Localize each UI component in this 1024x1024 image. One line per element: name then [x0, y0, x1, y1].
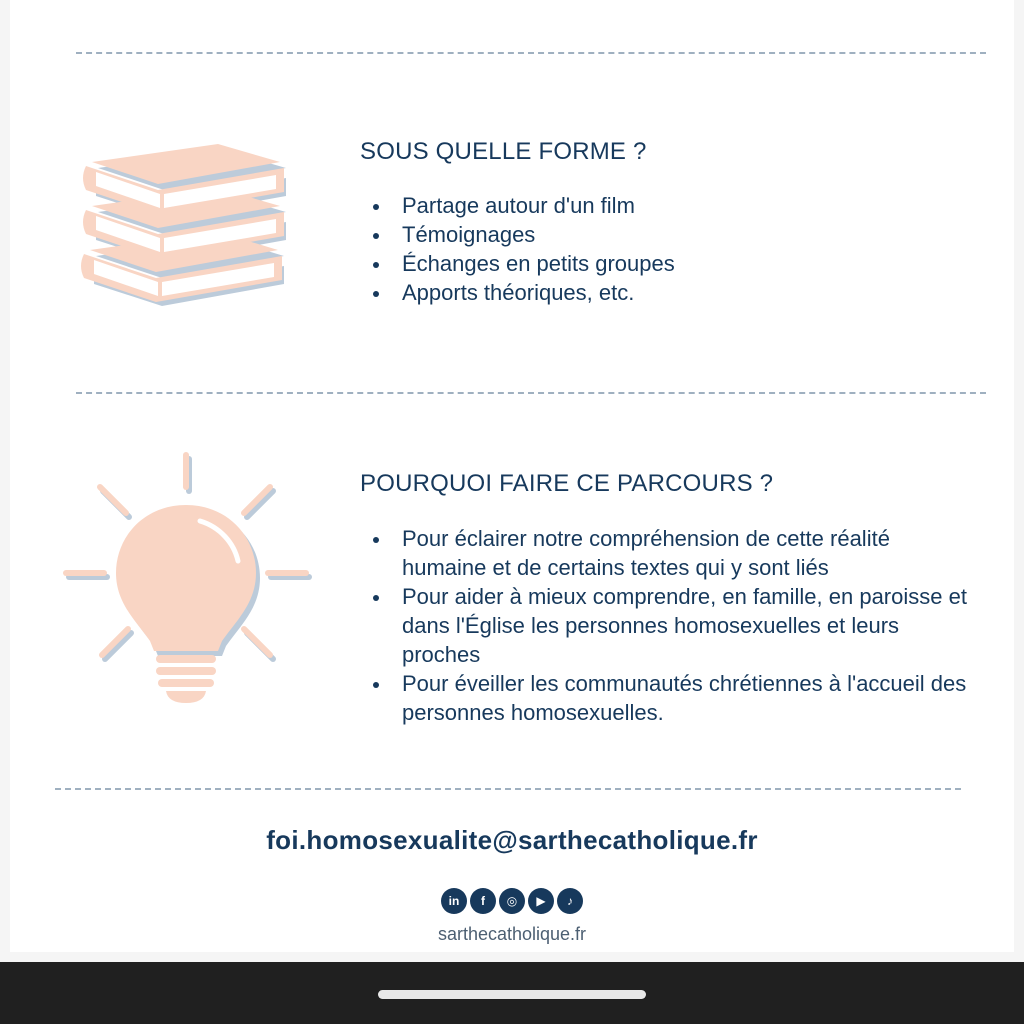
form-list: [361, 191, 675, 307]
divider-bottom: [55, 788, 961, 790]
tiktok-icon[interactable]: ♪: [557, 888, 583, 914]
list-item: Pour éclairer notre compréhension de cette réalité humaine et de certains textes qui y sont liés: [361, 524, 971, 582]
list-item: Pour aider à mieux comprendre, en famille, en paroisse et dans l'Église les personnes homosexuelles et leurs proches: [361, 582, 971, 669]
section-title-why: POURQUOI FAIRE CE PARCOURS ?: [360, 470, 774, 497]
instagram-icon[interactable]: ◎: [499, 888, 525, 914]
youtube-icon[interactable]: ▶: [528, 888, 554, 914]
divider-middle: [76, 392, 986, 394]
section-title-form: SOUS QUELLE FORME ?: [360, 138, 647, 165]
divider-top: [76, 52, 986, 54]
facebook-icon[interactable]: f: [470, 888, 496, 914]
books-icon: [68, 132, 298, 322]
why-list: [361, 524, 971, 727]
list-item: Témoignages: [361, 220, 675, 249]
linkedin-icon[interactable]: in: [441, 888, 467, 914]
list-item: Apports théoriques, etc.: [361, 278, 675, 307]
social-links: [0, 888, 1024, 914]
home-indicator[interactable]: [378, 990, 646, 999]
lightbulb-icon: [58, 445, 318, 710]
list-item: Pour éveiller les communautés chrétiennes à l'accueil des personnes homosexuelles.: [361, 669, 971, 727]
list-item: Échanges en petits groupes: [361, 249, 675, 278]
contact-email[interactable]: foi.homosexualite@sarthecatholique.fr: [266, 825, 758, 855]
website-link[interactable]: sarthecatholique.fr: [437, 924, 587, 944]
list-item: Partage autour d'un film: [361, 191, 675, 220]
